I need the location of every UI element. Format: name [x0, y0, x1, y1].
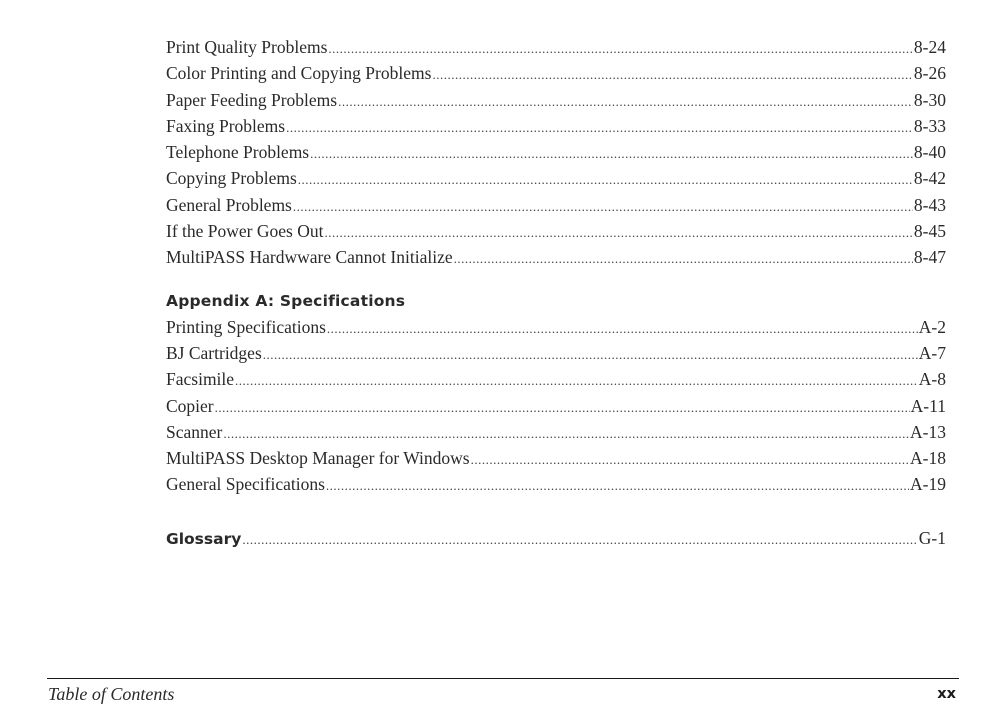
- toc-entry-page: A-8: [918, 369, 946, 390]
- toc-entry-color-printing[interactable]: [166, 60, 946, 86]
- dot-leader: [310, 141, 913, 165]
- toc-entry-faxing[interactable]: [166, 113, 946, 139]
- toc-entry-title: Print Quality Problems: [166, 37, 328, 57]
- footer-section-title: Table of Contents: [48, 684, 175, 704]
- toc-entry-title: BJ Cartridges: [166, 342, 262, 363]
- toc-entry-paper-feeding[interactable]: [166, 87, 946, 113]
- toc-entry-title: Copying Problems: [166, 168, 297, 189]
- toc-entry-glossary[interactable]: [166, 525, 946, 551]
- section-spacer: [166, 498, 946, 525]
- section-spacer: [166, 271, 946, 288]
- toc-entry-printing-specifications[interactable]: [166, 314, 946, 340]
- page-number: xx: [937, 686, 956, 702]
- toc-entry-bj-cartridges[interactable]: [166, 340, 946, 366]
- toc-entry-title: MultiPASS Hardwware Cannot Initialize: [166, 247, 453, 268]
- toc-entry-page: 8-40: [913, 142, 946, 163]
- toc-entry-page: A-11: [910, 395, 946, 416]
- toc-entry-title: Copier: [166, 395, 214, 416]
- toc-entry-facsimile[interactable]: [166, 366, 946, 392]
- toc-entry-page: 8-24: [913, 37, 946, 57]
- toc-entry-title: Faxing Problems: [166, 115, 286, 136]
- table-of-contents: [166, 34, 946, 551]
- toc-entry-title: Color Printing and Copying Problems: [166, 63, 432, 84]
- toc-entry-page: A-13: [910, 421, 946, 442]
- dot-leader: [454, 246, 913, 270]
- dot-leader: [324, 220, 912, 244]
- dot-leader: [338, 89, 913, 113]
- toc-entry-title: MultiPASS Desktop Manager for Windows: [166, 448, 470, 469]
- toc-entry-page: A-18: [910, 448, 946, 469]
- toc-entry-copier[interactable]: [166, 393, 946, 419]
- toc-entry-page: 8-47: [913, 247, 946, 268]
- toc-entry-page: A-19: [910, 474, 946, 495]
- dot-leader: [286, 115, 913, 139]
- dot-leader: [263, 342, 918, 366]
- dot-leader: [242, 527, 917, 551]
- toc-entry-scanner[interactable]: [166, 419, 946, 445]
- toc-entry-page: A-2: [918, 316, 946, 337]
- footer-divider: [47, 678, 959, 679]
- toc-entry-title: General Problems: [166, 194, 292, 215]
- toc-entry-title: If the Power Goes Out: [166, 221, 324, 242]
- toc-entry-page: 8-42: [913, 168, 946, 189]
- toc-entry-page: 8-30: [913, 89, 946, 110]
- toc-entry-title: Printing Specifications: [166, 316, 326, 337]
- toc-entry-print-quality[interactable]: [166, 34, 946, 60]
- toc-entry-page: 8-45: [913, 221, 946, 242]
- toc-entry-page: G-1: [918, 527, 946, 548]
- dot-leader: [215, 395, 910, 419]
- toc-entry-title: Telephone Problems: [166, 142, 310, 163]
- toc-entry-title: General Specifications: [166, 474, 325, 495]
- dot-leader: [328, 36, 913, 60]
- dot-leader: [326, 473, 909, 497]
- glossary-heading: Glossary: [166, 529, 242, 548]
- toc-entry-page: 8-33: [913, 115, 946, 136]
- dot-leader: [327, 316, 918, 340]
- toc-entry-copying[interactable]: [166, 165, 946, 191]
- toc-entry-title: Scanner: [166, 421, 223, 442]
- dot-leader: [293, 194, 913, 218]
- dot-leader: [432, 62, 912, 86]
- toc-entry-general-specifications[interactable]: [166, 471, 946, 497]
- toc-entry-page: 8-43: [913, 194, 946, 215]
- toc-entry-general-problems[interactable]: [166, 192, 946, 218]
- toc-entry-power-goes-out[interactable]: [166, 218, 946, 244]
- toc-entry-desktop-manager[interactable]: [166, 445, 946, 471]
- dot-leader: [223, 421, 909, 445]
- toc-entry-page: A-7: [918, 342, 946, 363]
- toc-entry-hardware-initialize[interactable]: [166, 244, 946, 270]
- toc-entry-title: Facsimile: [166, 369, 235, 390]
- appendix-a-heading[interactable]: Appendix A: Specifications: [166, 291, 406, 310]
- toc-entry-page: 8-26: [913, 63, 946, 84]
- dot-leader: [471, 447, 909, 471]
- toc-entry-telephone[interactable]: [166, 139, 946, 165]
- toc-entry-title: Paper Feeding Problems: [166, 89, 338, 110]
- dot-leader: [235, 368, 918, 392]
- dot-leader: [298, 167, 913, 191]
